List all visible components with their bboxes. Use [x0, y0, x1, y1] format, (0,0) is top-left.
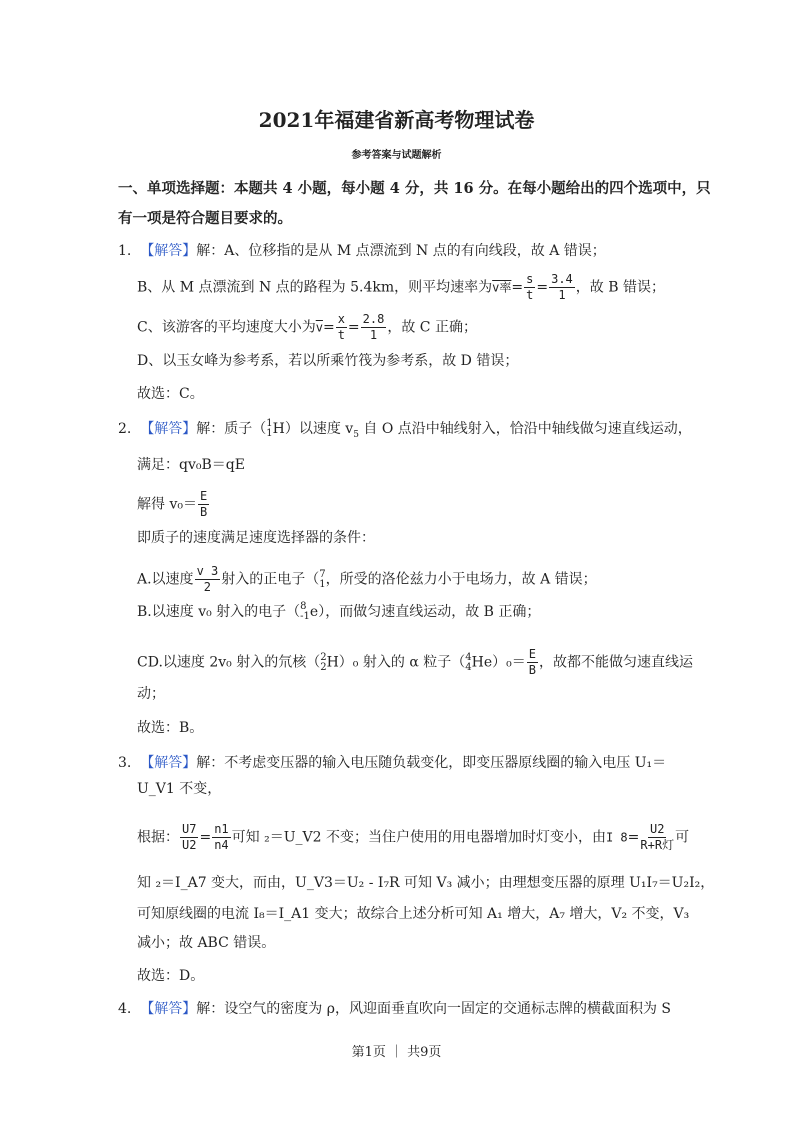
text: 解：不考虑变压器的输入电压随负载变化，即变压器原线圈的输入电压 U₁＝	[196, 755, 667, 771]
text: He）₀＝	[471, 654, 526, 671]
q3-line	[137, 822, 689, 853]
formula-symbol: I 8	[605, 830, 628, 845]
text: 根据：	[137, 829, 179, 846]
question-number: 3.	[118, 755, 132, 771]
page-subtitle: 参考答案与试题解析	[351, 150, 442, 161]
denominator: t	[337, 328, 345, 342]
question-2	[118, 418, 692, 440]
section-heading: 一、单项选择题：本题共 4 小题，每小题 4 分，共 16 分。在每小题给出的四个选项中，只	[118, 180, 711, 197]
q3-line: 减小；故 ABC 错误。	[137, 935, 276, 951]
denominator: U2	[182, 838, 197, 852]
section-heading-cont: 有一项是符合题目要求的。	[118, 210, 292, 227]
text: =	[347, 319, 360, 336]
numerator: 3.4	[551, 272, 573, 286]
question-4	[118, 998, 671, 1018]
numerator: x	[337, 312, 345, 326]
text: A.以速度	[137, 571, 194, 588]
text: =	[199, 829, 212, 846]
atomic-number: 4	[465, 661, 472, 673]
mass-number: 8	[300, 601, 307, 612]
fraction	[198, 489, 209, 520]
text: 解：A、位移指的是从 M 点漂流到 N 点的有向线段，故 A 错误；	[196, 243, 606, 259]
mass-number: 1	[266, 418, 273, 429]
question-number: 1.	[118, 243, 132, 259]
subscript: 5	[353, 429, 359, 440]
formula-symbol: v率	[492, 280, 512, 295]
q1-answer: 故选：C。	[137, 386, 204, 402]
question-number: 2.	[118, 421, 132, 437]
mass-number: 4	[465, 651, 472, 663]
atomic-number: 1	[266, 428, 273, 439]
answer-tag: 【解答】	[140, 755, 197, 771]
text: =	[511, 279, 524, 296]
numerator: 2.8	[362, 312, 385, 326]
text: =	[627, 829, 640, 846]
mass-number: 2	[320, 651, 327, 663]
mass-number: 7	[319, 568, 326, 580]
text: =	[322, 319, 335, 336]
denominator: B	[199, 505, 208, 519]
question-number: 4.	[118, 1001, 132, 1017]
q2-line	[137, 489, 210, 520]
text: B、从 M 点漂流到 N 点的路程为 5.4km，则平均速率为	[137, 279, 493, 296]
denominator: 1	[369, 328, 378, 342]
question-1	[118, 240, 606, 260]
q2-option-b	[137, 602, 540, 622]
q1-option-c	[137, 312, 477, 343]
text: 可知 ₂＝U_V2 不变；当住户使用的用电器增加时灯变小，由	[231, 829, 606, 846]
answer-tag: 【解答】	[140, 243, 197, 259]
q2-option-cd	[137, 647, 693, 678]
fraction	[180, 822, 198, 853]
fraction	[640, 822, 674, 853]
q2-answer: 故选：B。	[137, 720, 204, 736]
fraction	[527, 647, 538, 678]
fraction	[549, 272, 575, 303]
answer-tag: 【解答】	[140, 1001, 197, 1017]
numerator: v 3	[196, 564, 219, 578]
text: CD.以速度 2v₀ 射入的氘核（	[137, 654, 321, 671]
denominator: B	[528, 663, 536, 677]
text: H）以速度 v	[272, 421, 354, 437]
q1-option-d: D、以玉女峰为参考系，若以所乘竹筏为参考系，故 D 错误；	[137, 353, 519, 369]
answer-tag: 【解答】	[140, 421, 197, 437]
page-title: 2021年福建省新高考物理试卷	[258, 108, 535, 132]
text: 射入的正电子（	[221, 571, 320, 588]
text: ，故 B 错误；	[575, 279, 665, 296]
fraction	[524, 272, 535, 303]
text: 可	[675, 829, 690, 846]
numerator: U2	[650, 822, 665, 836]
q3-answer: 故选：D。	[137, 968, 205, 984]
numerator: E	[199, 489, 208, 503]
text: 解得 v₀＝	[137, 496, 197, 513]
numerator: U7	[182, 822, 197, 836]
denominator: n4	[214, 838, 229, 852]
text: 自 O 点沿中轴线射入，恰沿中轴线做匀速直线运动，	[358, 421, 692, 437]
text: e），而做匀速直线运动，故 B 正确；	[309, 604, 541, 620]
fraction	[336, 312, 347, 343]
fraction	[195, 564, 221, 595]
text: 解：质子（	[196, 421, 267, 437]
text: ，故 C 正确；	[387, 319, 477, 336]
page-footer: 第1页 ｜ 共9页	[351, 1045, 442, 1060]
numerator: E	[528, 647, 536, 661]
formula-symbol: $\overline{v}$	[315, 320, 323, 335]
denominator: t	[526, 288, 534, 302]
fraction	[212, 822, 230, 853]
text: H）₀ 射入的 α 粒子（	[326, 654, 466, 671]
atomic-number: 1	[319, 578, 326, 590]
numerator: s	[526, 272, 534, 286]
q2-line: 即质子的速度满足速度选择器的条件：	[137, 530, 375, 546]
text: C、该游客的平均速度大小为	[137, 319, 316, 336]
q2-line: 满足：qv₀B＝qE	[137, 457, 245, 473]
atomic-number: -1	[300, 611, 310, 622]
text: 解：设空气的密度为 ρ，风迎面垂直吹向一固定的交通标志牌的横截面积为 S	[196, 1001, 671, 1017]
text: =	[536, 279, 549, 296]
text: ，故都不能做匀速直线运	[538, 654, 693, 671]
question-3	[118, 752, 666, 772]
text: B.以速度 v₀ 射入的电子（	[137, 604, 301, 620]
denominator: R+R灯	[640, 838, 675, 852]
q3-line: U_V1 不变，	[137, 781, 222, 797]
q3-line: 可知原线圈的电流 I₈＝I_A1 变大；故综合上述分析可知 A₁ 增大，A₇ 增大，V₂ 不变，V₃	[137, 906, 690, 922]
denominator: 2	[203, 580, 212, 594]
isotope-notation	[300, 602, 310, 622]
fraction	[361, 312, 387, 343]
q2-line: 动；	[137, 686, 165, 702]
q1-option-b	[137, 272, 665, 303]
numerator: n1	[214, 822, 229, 836]
denominator: 1	[558, 288, 566, 302]
q2-option-a	[137, 564, 597, 595]
q3-line: 知 ₂＝I_A7 变大，而由，U_V3＝U₂ - I₇R 可知 V₃ 减小；由理想变压器的原理 U₁I₇＝U₂I₂，	[137, 875, 715, 891]
atomic-number: 2	[320, 661, 327, 673]
text: ，所受的洛伦兹力小于电场力，故 A 错误；	[325, 571, 597, 588]
